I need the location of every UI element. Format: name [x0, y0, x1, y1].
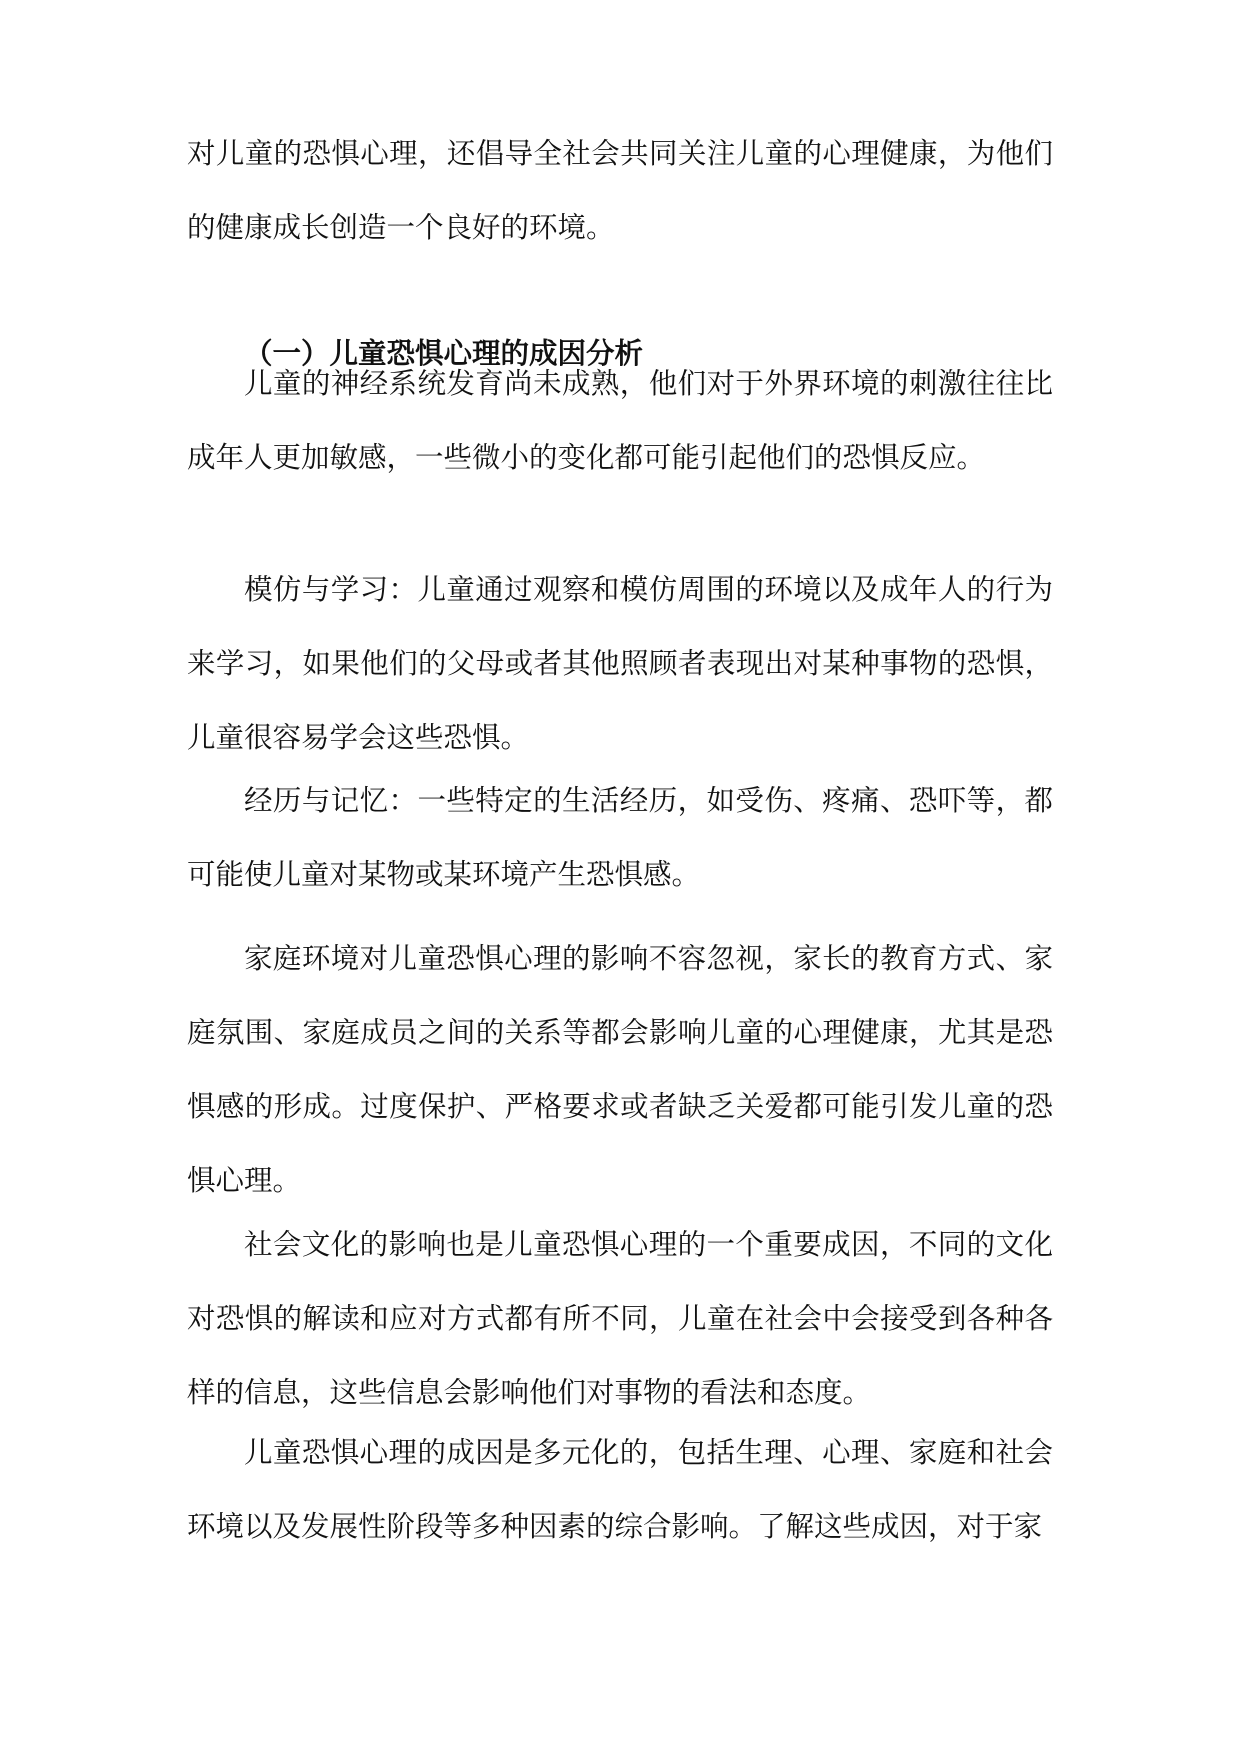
paragraph-experience: 经历与记忆：一些特定的生活经历，如受伤、疼痛、恐吓等，都可能使儿童对某物或某环境产生恐惧感。	[187, 784, 1053, 891]
paragraph-summary: 儿童恐惧心理的成因是多元化的，包括生理、心理、家庭和社会环境以及发展性阶段等多种因素的综合影响。了解这些成因，对于家	[187, 1436, 1053, 1543]
continuation-paragraph: 对儿童的恐惧心理，还倡导全社会共同关注儿童的心理健康，为他们的健康成长创造一个良好的环境。	[187, 137, 1053, 244]
section-heading: （一）儿童恐惧心理的成因分析	[244, 337, 644, 370]
paragraph-culture: 社会文化的影响也是儿童恐惧心理的一个重要成因，不同的文化对恐惧的解读和应对方式都有所不同，儿童在社会中会接受到各种各样的信息，这些信息会影响他们对事物的看法和态度。	[187, 1228, 1053, 1409]
paragraph-physiology: 儿童的神经系统发育尚未成熟，他们对于外界环境的刺激往往比成年人更加敏感，一些微小的变化都可能引起他们的恐惧反应。	[187, 367, 1053, 474]
paragraph-imitation: 模仿与学习：儿童通过观察和模仿周围的环境以及成年人的行为来学习，如果他们的父母或者其他照顾者表现出对某种事物的恐惧，儿童很容易学会这些恐惧。	[187, 573, 1053, 754]
paragraph-family: 家庭环境对儿童恐惧心理的影响不容忽视，家长的教育方式、家庭氛围、家庭成员之间的关系等都会影响儿童的心理健康，尤其是恐惧感的形成。过度保护、严格要求或者缺乏关爱都可能引发儿童的恐惧心理。	[187, 942, 1053, 1197]
